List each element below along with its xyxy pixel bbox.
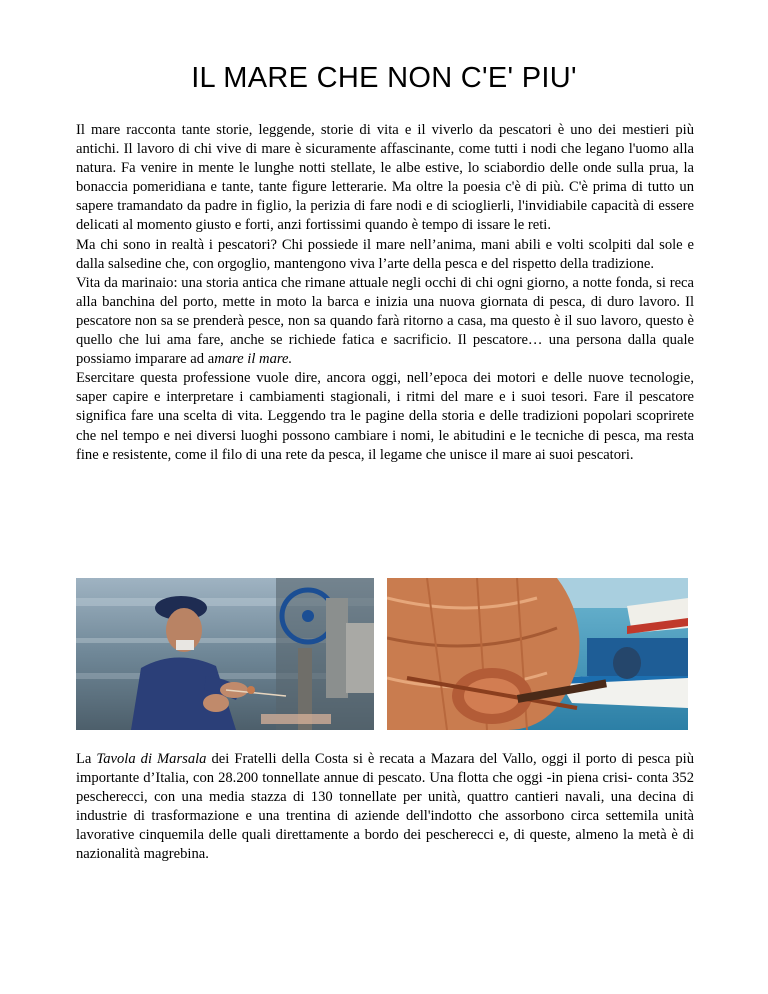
fisherman-photo <box>76 578 374 730</box>
paragraph-1: Il mare racconta tante storie, leggende, storie di vita e il viverlo da pescatori è uno dei mestieri più antichi. Il lavoro di chi vive di mare è sicuramente affascinante, come tutti i nodi che legano l'uomo alla natura. Fa venire in mente le lunghe notti stellate, le albe estive, lo sciabordio delle onde sulla prua, la bonaccia pomeridiana e tante, tante figure letterarie. Ma oltre la poesia c'è di più. C'è prima di tutto un sapere tramandato da padre in figlio, la perizia di fare nodi e di scioglierli, l'invidiabile capacità di essere delicati al momento giusto e forti, anzi fortissimi quando è tempo di issare le reti. <box>76 122 694 234</box>
paragraph-4: Esercitare questa professione vuole dire, ancora oggi, nell’epoca dei motori e delle nuove tecnologie, saper capire e interpretare i cambiamenti stagionali, i ritmi del mare e i suoi tesori. Fare il pescatore significa fare una scelta di vita. Leggendo tra le pagine della storia e delle tradizioni popolari scoprirete che nel tempo e nei diversi luoghi possono cambiare i nomi, le abitudini e le tecniche di pesca, ma resta fine e resistente, come il filo di una rete da pesca, il legame che unisce il mare ai suoi pescatori. <box>76 370 694 463</box>
paragraph-2: Ma chi sono in realtà i pescatori? Chi possiede il mare nell’anima, mani abili e volti scolpiti dal sole e dalla salsedine che, con orgoglio, mantengono viva l’arte della pesca e del rispetto della tradizione. <box>76 236 694 272</box>
nets-photo <box>387 578 688 730</box>
article-body <box>76 121 694 465</box>
page-title: IL MARE CHE NON C'E' PIU' <box>191 62 577 94</box>
paragraph-5-italic: Tavola di Marsala <box>96 751 207 767</box>
paragraph-3-italic: mare il mare. <box>214 351 293 368</box>
paragraph-5-rest: dei Fratelli della Costa si è recata a Mazara del Vallo, oggi il porto di pesca più importante d’Italia, con 28.200 tonnellate annue di pescato. Una flotta che oggi -in piena crisi- conta 352 pescherecci, con una media stazza di 130 tonnellate per unità, quattro cantieri navali, una decina di industrie di trasformazione e una trentina di aziende dell'indotto che assorbono circa settemila unità lavorative cinquemila delle quali direttamente a bordo dei pescherecci e, di queste, almeno la metà è di nazionalità magrebina. <box>76 751 694 863</box>
paragraph-5-prefix: La <box>76 751 97 767</box>
bottom-paragraph <box>76 750 694 865</box>
paragraph-3-text: Vita da marinaio: una storia antica che rimane attuale negli occhi di chi ogni giorno, a notte fonda, si reca alla banchina del porto, mette in moto la barca e inizia una nuova giornata di pesca, di duro lavoro. Il pescatore non sa se prenderà pesce, non sa quando farà ritorno a casa, ma questo è il suo lavoro, questo è quello che lui ama fare, anche se richiede fatica e sacrificio. Il pescatore… una persona dalla quale possiamo imparare ad a <box>76 274 694 368</box>
photo-row <box>76 578 688 730</box>
paragraph-3 <box>76 274 694 369</box>
paragraph-5 <box>76 750 694 865</box>
